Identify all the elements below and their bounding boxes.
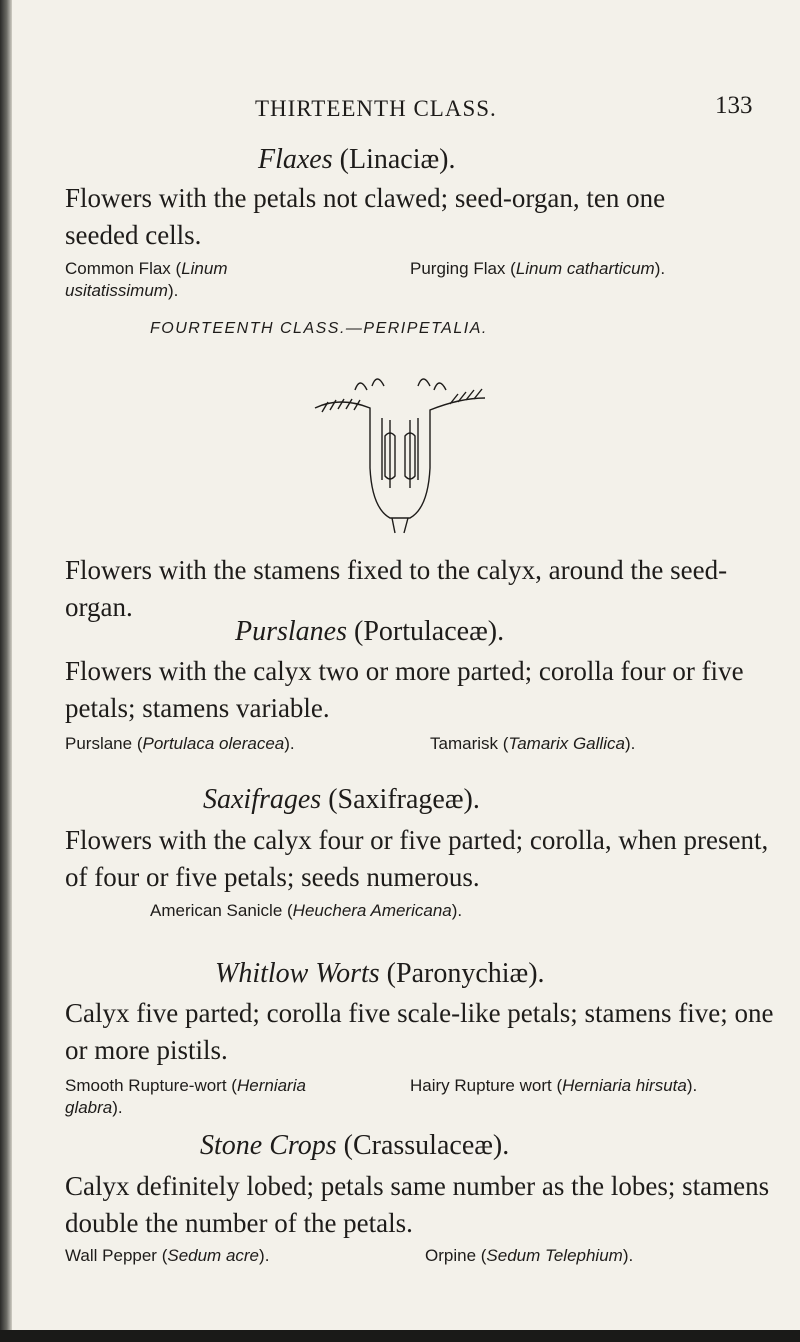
class-description: Flowers with the stamens fixed to the calyx, around the seed-organ. [65,555,728,622]
book-spine-shadow [0,0,12,1342]
example-purslane: Purslane (Portulaca oleracea). [65,734,295,753]
example-purging-flax: Purging Flax (Linum catharticum). [410,259,666,278]
page-number: 133 [715,92,753,119]
example-tamarisk: Tamarisk (Tamarix Gallica). [430,734,636,753]
example-american-sanicle: American Sanicle (Heuchera Americana). [150,901,463,920]
section-description-flaxes: Flowers with the petals not clawed; seed-organ, ten one seeded cells. [65,183,666,250]
example-smooth-rupture-wort: Smooth Rupture-wort (Herniaria glabra). [65,1076,306,1117]
section-title-stone-crops: Stone Crops (Crassulaceæ). [200,1130,510,1161]
example-orpine: Orpine (Sedum Telephium). [425,1246,634,1265]
running-head: THIRTEENTH CLASS. [255,96,497,121]
example-hairy-rupture-wort: Hairy Rupture wort (Herniaria hirsuta). [410,1076,698,1095]
section-description-stone-crops: Calyx definitely lobed; petals same number as the lobes; stamens double the number of the petals. [65,1171,770,1238]
section-description-purslanes: Flowers with the calyx two or more parted; corolla four or five petals; stamens variable. [65,656,744,723]
section-title-purslanes: Purslanes (Portulaceæ). [235,616,505,647]
example-common-flax: Common Flax (Linum usitatissimum). [65,259,228,300]
section-title-saxifrages: Saxifrages (Saxifrageæ). [203,784,480,815]
section-description-saxifrages: Flowers with the calyx four or five parted; corolla, when present, of four or five petals; seeds numerous. [65,825,769,892]
section-description-whitlow-worts: Calyx five parted; corolla five scale-like petals; stamens five; one or more pistils. [65,998,774,1065]
example-wall-pepper: Wall Pepper (Sedum acre). [65,1246,270,1265]
class-heading: FOURTEENTH CLASS.—PERIPETALIA. [150,320,488,337]
page-bottom-edge [0,1330,800,1342]
section-title-flaxes: Flaxes (Linaciæ). [258,144,456,175]
section-title-whitlow-worts: Whitlow Worts (Paronychiæ). [215,958,545,989]
stamen-calyx-illustration [300,368,500,538]
